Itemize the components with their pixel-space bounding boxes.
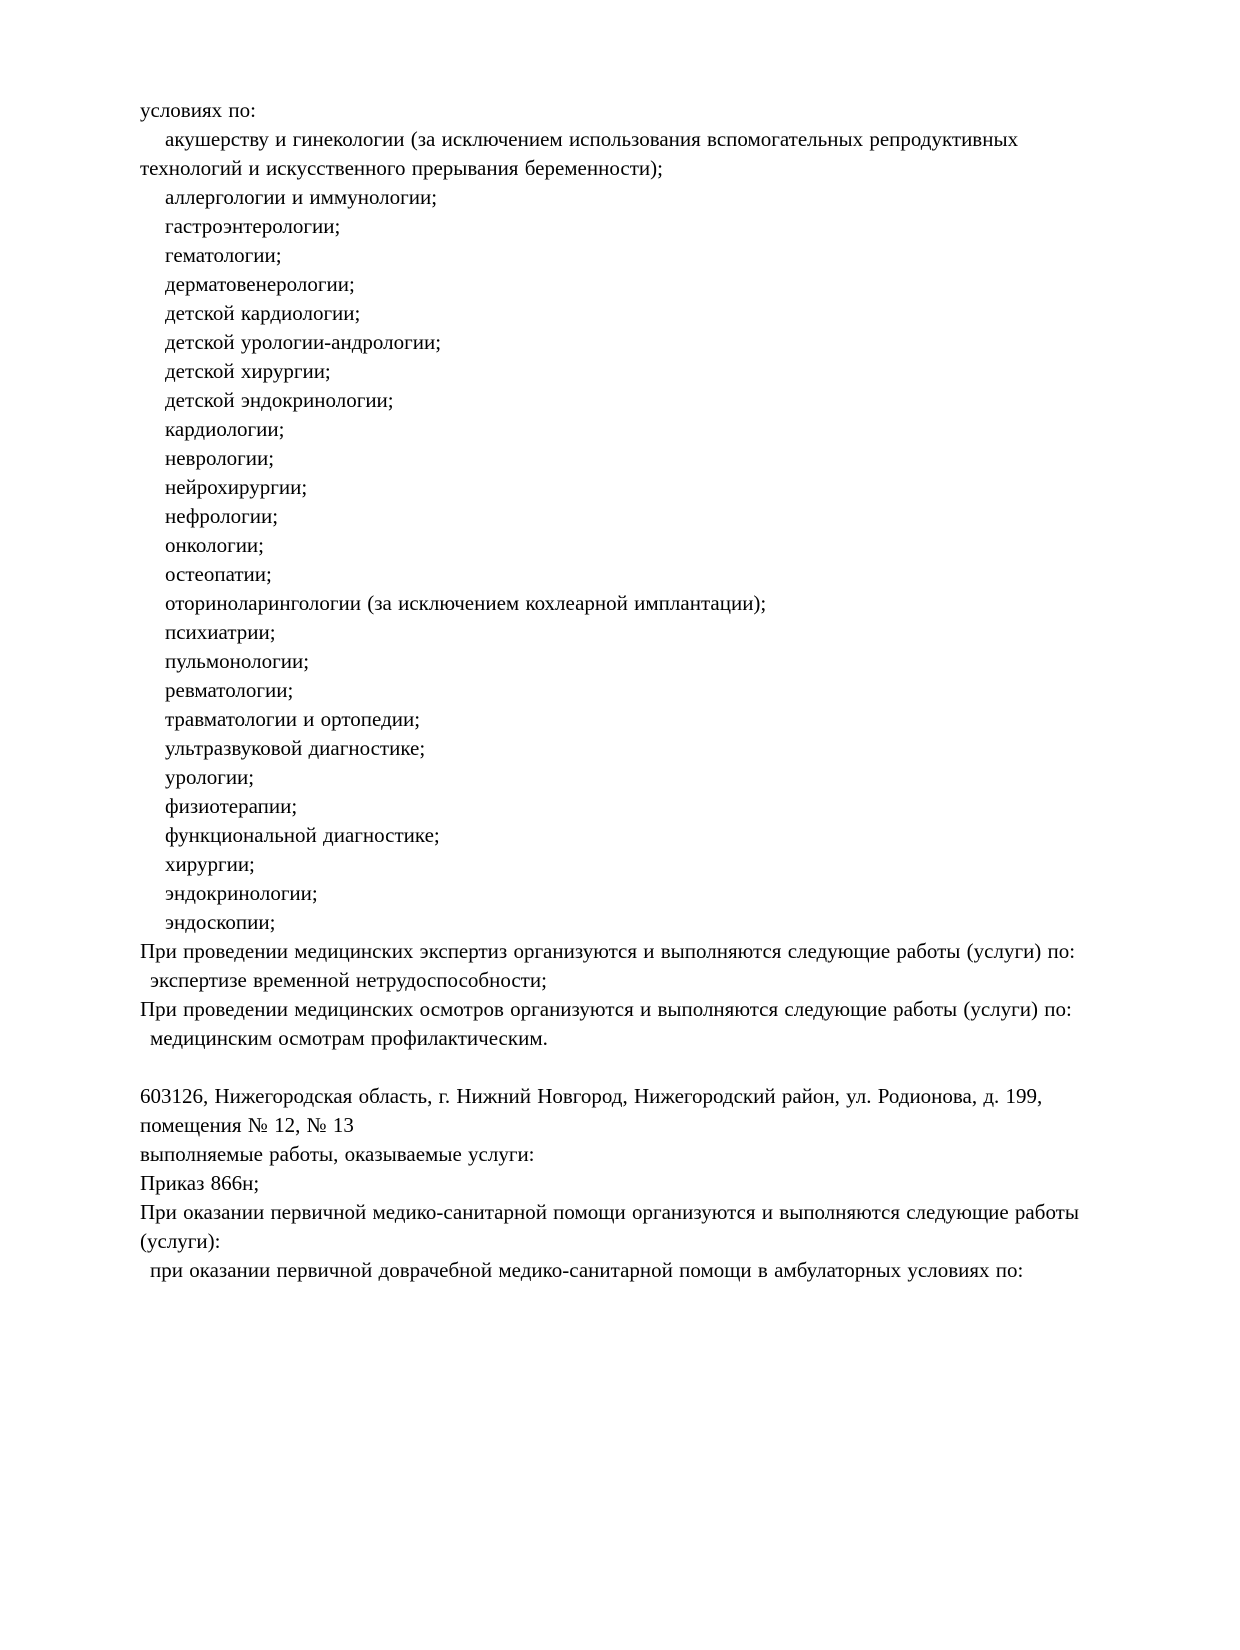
paragraph: хирургии; bbox=[165, 852, 255, 876]
paragraph: экспертизе временной нетрудоспособности; bbox=[150, 968, 547, 992]
paragraph: детской хирургии; bbox=[165, 359, 331, 383]
paragraph: дерматовенерологии; bbox=[165, 272, 355, 296]
paragraph: выполняемые работы, оказываемые услуги: bbox=[140, 1142, 535, 1166]
paragraph: условиях по: bbox=[140, 98, 256, 122]
paragraph: При оказании первичной медико-санитарной помощи организуются и выполняются следующие работы (услуги): bbox=[140, 1200, 1079, 1253]
paragraph: урологии; bbox=[165, 765, 255, 789]
paragraph: остеопатии; bbox=[165, 562, 272, 586]
paragraph: детской урологии-андрологии; bbox=[165, 330, 442, 354]
paragraph: оториноларингологии (за исключением кохлеарной имплантации); bbox=[165, 591, 767, 615]
paragraph: детской кардиологии; bbox=[165, 301, 361, 325]
paragraph: 603126, Нижегородская область, г. Нижний Новгород, Нижегородский район, ул. Родионова, д. 199, помещения № 12, № 13 bbox=[140, 1084, 1043, 1137]
paragraph: гастроэнтерологии; bbox=[165, 214, 341, 238]
document-body bbox=[140, 96, 1118, 1285]
paragraph: нейрохирургии; bbox=[165, 475, 308, 499]
paragraph: акушерству и гинекологии (за исключением использования вспомогательных репродуктивных технологий и искусственного прерывания беременности); bbox=[140, 127, 1019, 180]
paragraph: эндоскопии; bbox=[165, 910, 276, 934]
paragraph: ревматологии; bbox=[165, 678, 294, 702]
paragraph: онкологии; bbox=[165, 533, 265, 557]
paragraph: Приказ 866н; bbox=[140, 1171, 260, 1195]
paragraph: При проведении медицинских экспертиз организуются и выполняются следующие работы (услуги) по: bbox=[140, 939, 1076, 963]
paragraph: травматологии и ортопедии; bbox=[165, 707, 421, 731]
paragraph: психиатрии; bbox=[165, 620, 276, 644]
paragraph: при оказании первичной доврачебной медико-санитарной помощи в амбулаторных условиях по: bbox=[150, 1258, 1024, 1282]
paragraph: ультразвуковой диагностике; bbox=[165, 736, 426, 760]
paragraph: гематологии; bbox=[165, 243, 282, 267]
paragraph: детской эндокринологии; bbox=[165, 388, 394, 412]
paragraph: физиотерапии; bbox=[165, 794, 298, 818]
paragraph: эндокринологии; bbox=[165, 881, 318, 905]
paragraph: неврологии; bbox=[165, 446, 275, 470]
paragraph: аллергологии и иммунологии; bbox=[165, 185, 438, 209]
blank-line bbox=[140, 1053, 1118, 1082]
paragraph: функциональной диагностике; bbox=[165, 823, 440, 847]
paragraph: нефрологии; bbox=[165, 504, 279, 528]
paragraph: медицинским осмотрам профилактическим. bbox=[150, 1026, 548, 1050]
paragraph: пульмонологии; bbox=[165, 649, 310, 673]
paragraph: кардиологии; bbox=[165, 417, 285, 441]
paragraph: При проведении медицинских осмотров организуются и выполняются следующие работы (услуги) по: bbox=[140, 997, 1072, 1021]
